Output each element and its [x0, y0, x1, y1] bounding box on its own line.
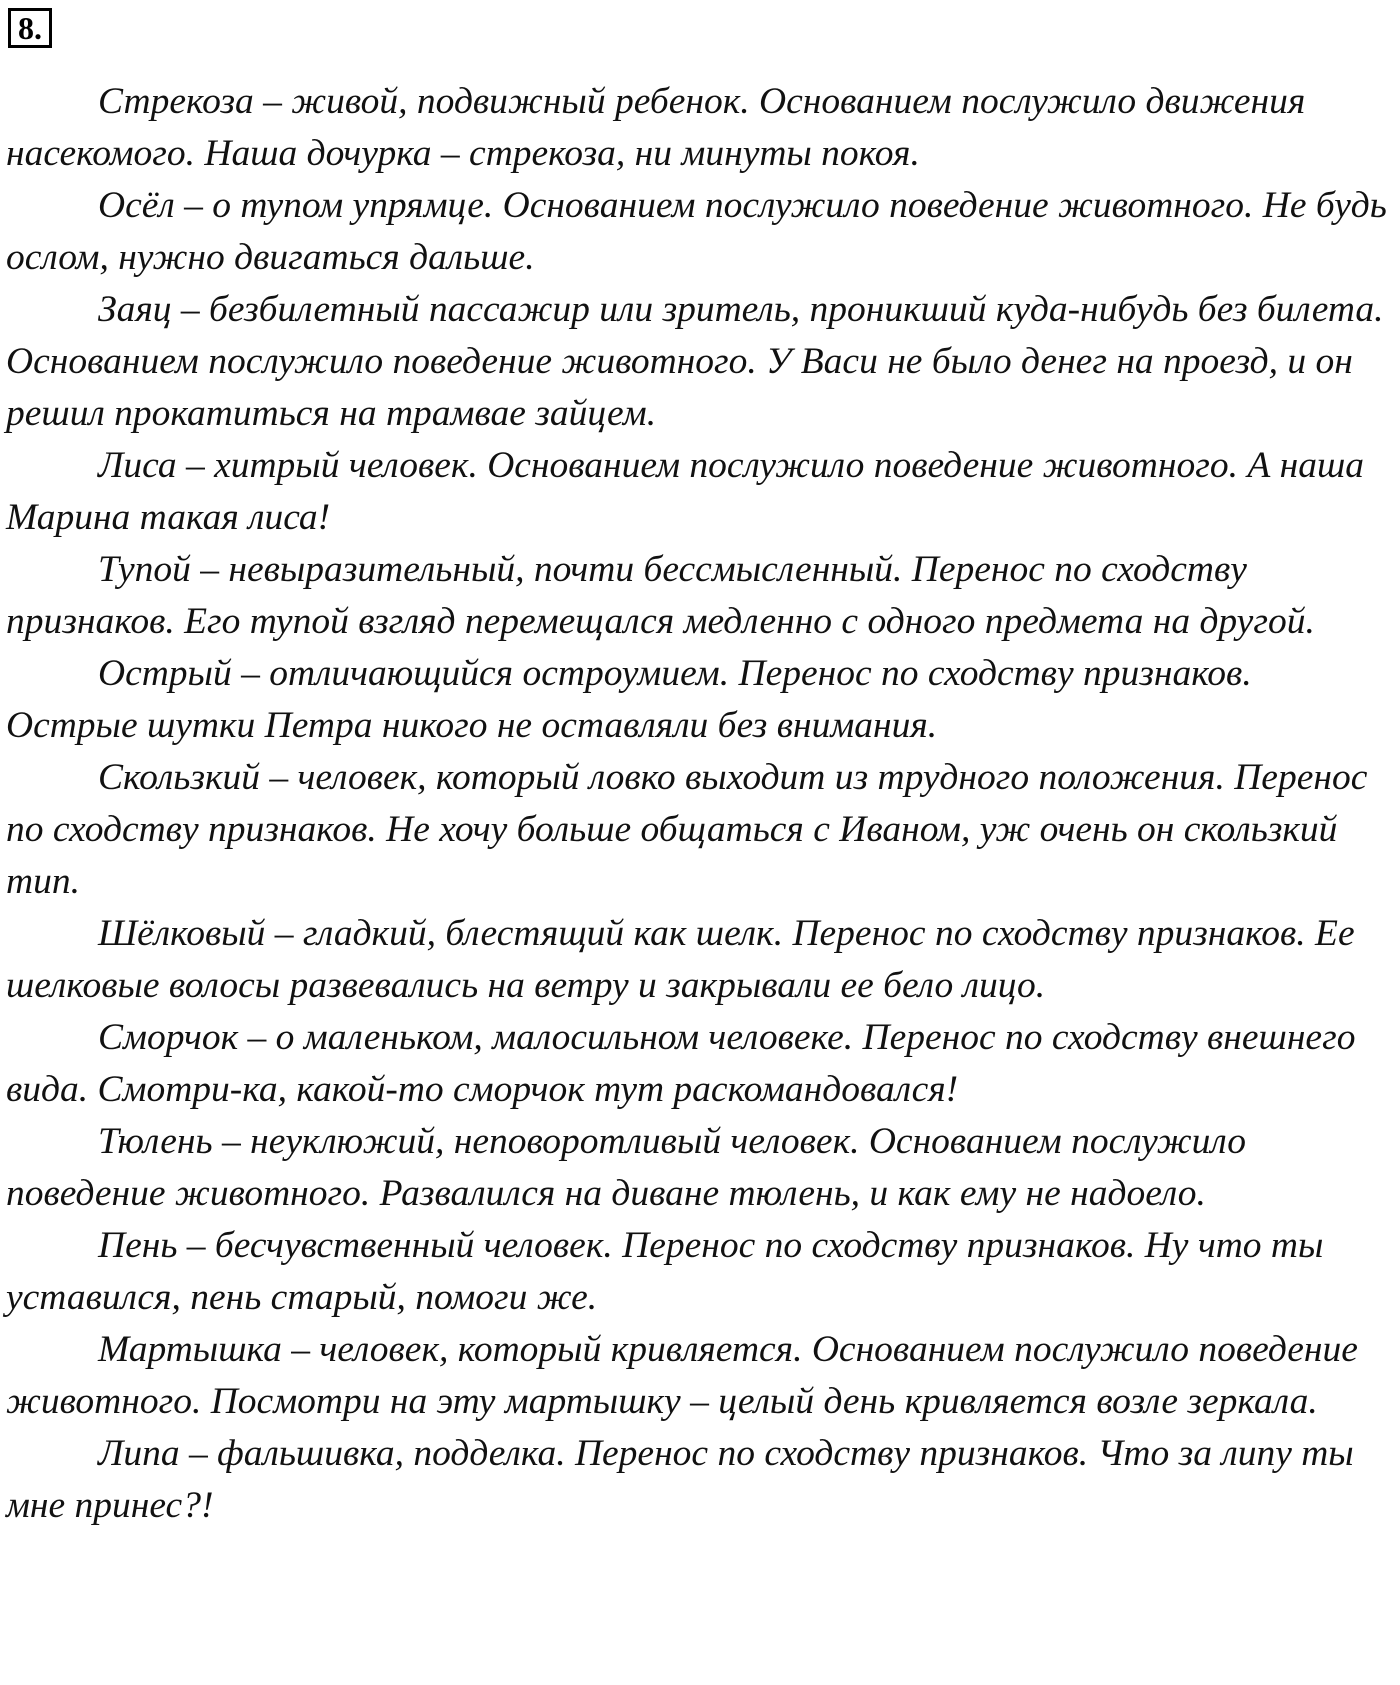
paragraph-lisa: Лиса – хитрый человек. Основанием послужило поведение животного. А наша Марина такая лиса! [6, 445, 1365, 538]
paragraph-martyshka: Мартышка – человек, который кривляется. Основанием послужило поведение животного. Посмотри на эту мартышку – целый день кривляется возле зеркала. [6, 1329, 1358, 1422]
paragraph-tyulen: Тюлень – неуклюжий, неповоротливый человек. Основанием послужило поведение животного. Развалился на диване тюлень, и как ему не надоело. [6, 1121, 1246, 1214]
paragraph-osel: Осёл – о тупом упрямце. Основанием послужило поведение животного. Не будь ослом, нужно двигаться дальше. [6, 185, 1387, 278]
paragraph-lipa: Липа – фальшивка, подделка. Перенос по сходству признаков. Что за липу ты мне принес?! [6, 1433, 1354, 1526]
paragraph-skolzkiy: Скользкий – человек, который ловко выходит из трудного положения. Перенос по сходству признаков. Не хочу больше общаться с Иваном, уж очень он скользкий тип. [6, 757, 1368, 902]
task-number-badge: 8. [8, 8, 52, 48]
paragraph-ostry: Острый – отличающийся остроумием. Перенос по сходству признаков. Острые шутки Петра никого не оставляли без внимания. [6, 653, 1252, 746]
answer-text [6, 76, 1391, 1532]
paragraph-tupoy: Тупой – невыразительный, почти бессмысленный. Перенос по сходству признаков. Его тупой взгляд перемещался медленно с одного предмета на другой. [6, 549, 1315, 642]
paragraph-shelkovy: Шёлковый – гладкий, блестящий как шелк. Перенос по сходству признаков. Ее шелковые волосы развевались на ветру и закрывали ее бело лицо. [6, 913, 1355, 1006]
paragraph-strekoza: Стрекоза – живой, подвижный ребенок. Основанием послужило движения насекомого. Наша дочурка – стрекоза, ни минуты покоя. [6, 81, 1306, 174]
paragraph-smorchok: Сморчок – о маленьком, малосильном человеке. Перенос по сходству внешнего вида. Смотри-ка, какой-то сморчок тут раскомандовался! [6, 1017, 1356, 1110]
paragraph-zayac: Заяц – безбилетный пассажир или зритель, проникший куда-нибудь без билета. Основанием послужило поведение животного. У Васи не было денег на проезд, и он решил прокатиться на трамвае зайцем. [6, 289, 1384, 434]
paragraph-pen: Пень – бесчувственный человек. Перенос по сходству признаков. Ну что ты уставился, пень старый, помоги же. [6, 1225, 1324, 1318]
